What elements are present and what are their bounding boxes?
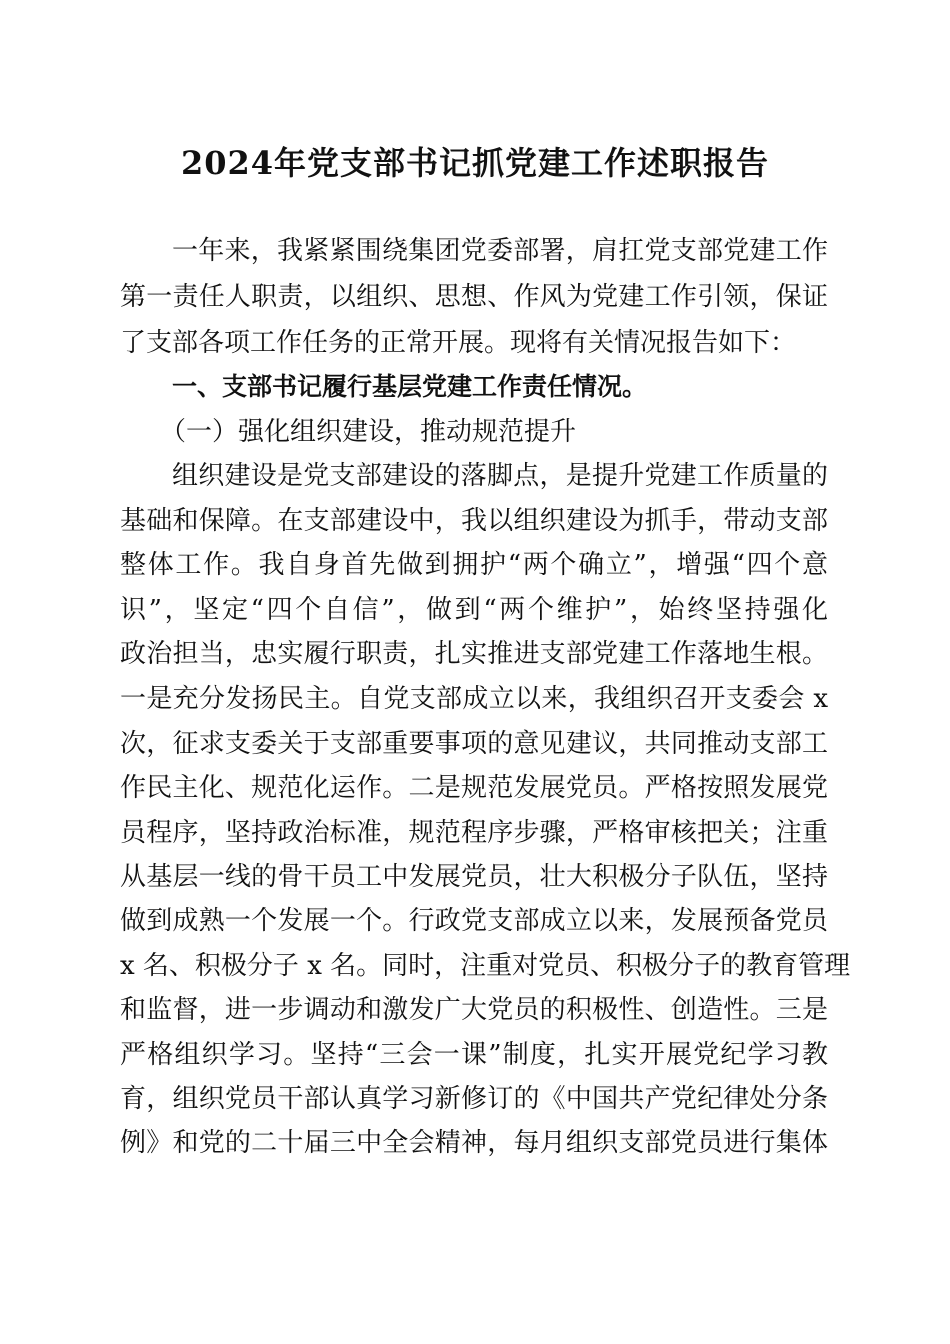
subsection-heading: （一）强化组织建设，推动规范提升 — [160, 417, 577, 447]
paragraph-line: 从基层一线的骨干员工中发展党员，壮大积极分子队伍，坚持 — [120, 862, 828, 892]
paragraph-line: 员程序，坚持政治标准，规范程序步骤，严格审核把关；注重 — [120, 818, 828, 848]
section-heading: 一、支部书记履行基层党建工作责任情况。 — [172, 372, 648, 401]
paragraph-line: 严格组织学习。坚持“三会一课”制度，扎实开展党纪学习教 — [120, 1040, 828, 1070]
paragraph-line: 基础和保障。在支部建设中，我以组织建设为抓手，带动支部 — [120, 506, 828, 536]
paragraph-line: 政治担当，忠实履行职责，扎实推进支部党建工作落地生根。 — [120, 639, 828, 669]
paragraph-line: 育，组织党员干部认真学习新修订的《中国共产党纪律处分条 — [120, 1084, 828, 1114]
paragraph-line: 了支部各项工作任务的正常开展。现将有关情况报告如下： — [120, 328, 797, 358]
paragraph-line: 和监督，进一步调动和激发广大党员的积极性、创造性。三是 — [120, 995, 828, 1025]
paragraph-line: 组织建设是党支部建设的落脚点，是提升党建工作质量的 — [172, 461, 828, 491]
paragraph-line: 整体工作。我自身首先做到拥护“两个确立”，增强“四个意 — [120, 550, 828, 580]
paragraph-line: 识”，坚定“四个自信”，做到“两个维护”，始终坚持强化 — [120, 595, 828, 625]
paragraph-line: 做到成熟一个发展一个。行政党支部成立以来，发展预备党员 — [120, 906, 828, 936]
paragraph-line: 作民主化、规范化运作。二是规范发展党员。严格按照发展党 — [120, 773, 828, 803]
paragraph-line: 例》和党的二十届三中全会精神，每月组织支部党员进行集体 — [120, 1128, 828, 1158]
paragraph-line: 一是充分发扬民主。自党支部成立以来，我组织召开支委会 x — [120, 684, 828, 714]
paragraph-line: 一年来，我紧紧围绕集团党委部署，肩扛党支部党建工作 — [172, 236, 828, 266]
paragraph-line: 第一责任人职责，以组织、思想、作风为党建工作引领，保证 — [120, 282, 828, 312]
document-title: 2024年党支部书记抓党建工作述职报告 — [180, 144, 770, 182]
paragraph-line: x 名、积极分子 x 名。同时，注重对党员、积极分子的教育管理 — [120, 951, 851, 981]
paragraph-line: 次，征求支委关于支部重要事项的意见建议，共同推动支部工 — [120, 729, 828, 759]
